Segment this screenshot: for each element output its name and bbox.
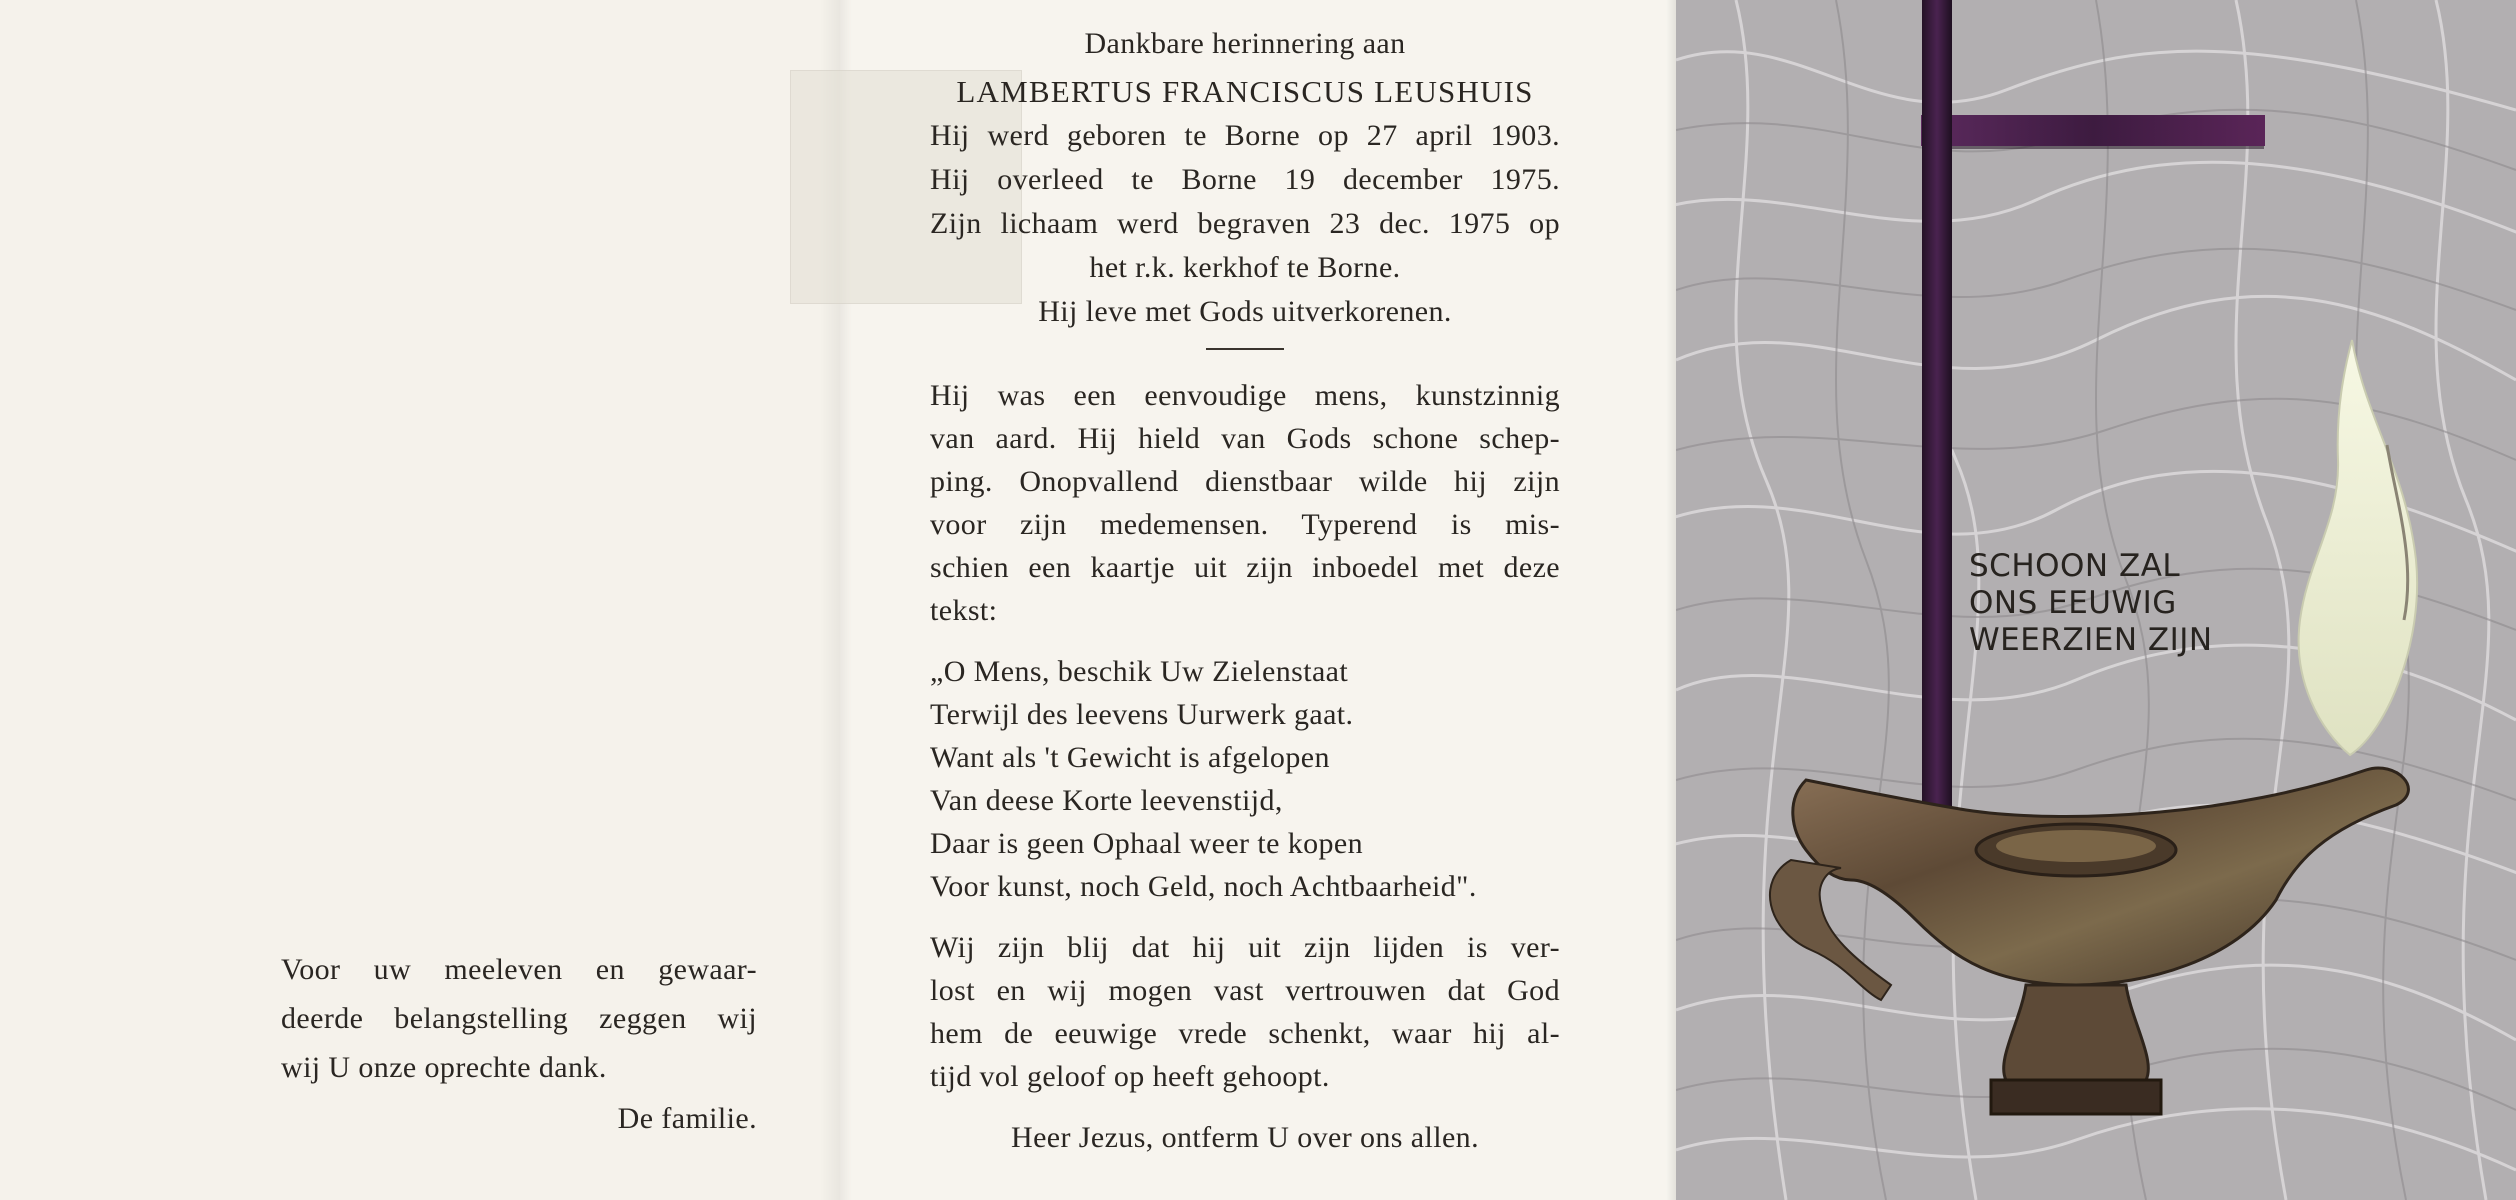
poem: [930, 650, 1560, 908]
biography-line: Hij was een eenvoudige mens, kunstzinnig: [930, 379, 1560, 412]
left-panel: [0, 0, 840, 1200]
fold-shadow: [1666, 0, 1676, 1200]
memorial-text: [930, 22, 1560, 1160]
motto-line: ONS EEUWIG: [1969, 585, 2177, 621]
thanks-line: wij U onze oprechte dank.: [281, 1051, 607, 1084]
poem-line: Daar is geen Ophaal weer te kopen: [930, 827, 1364, 860]
fact-line: Hij leve met Gods uitverkorenen.: [1038, 295, 1452, 328]
thanks-message: [281, 945, 757, 1092]
motto-text: [1969, 548, 2213, 659]
biography-line: voor zijn medemensen. Typerend is mis-: [930, 508, 1560, 541]
closing-line: lost en wij mogen vast vertrouwen dat God: [930, 974, 1560, 1007]
intro-line: Dankbare herinnering aan: [1084, 27, 1406, 60]
biography-line: schien een kaartje uit zijn inboedel met deze: [930, 551, 1560, 584]
thanks-line: deerde belangstelling zeggen wij: [281, 1002, 757, 1035]
poem-line: Want als 't Gewicht is afgelopen: [930, 741, 1330, 774]
fact-line: Hij werd geboren te Borne op 27 april 1903.: [930, 119, 1560, 152]
poem-line: Terwijl des leevens Uurwerk gaat.: [930, 698, 1354, 731]
deceased-name: LAMBERTUS FRANCISCUS LEUSHUIS: [956, 74, 1534, 109]
closing-line: tijd vol geloof op heeft gehoopt.: [930, 1060, 1330, 1093]
thanks-line: Voor uw meeleven en gewaar-: [281, 953, 757, 986]
closing-line: Wij zijn blij dat hij uit zijn lijden is ver-: [930, 931, 1560, 964]
divider: [1206, 348, 1284, 350]
closing-prayer: Heer Jezus, ontferm U over ons allen.: [1011, 1121, 1479, 1154]
motto-line: WEERZIEN ZIJN: [1969, 622, 2213, 658]
fact-line: het r.k. kerkhof te Borne.: [1089, 251, 1401, 284]
biography-line: van aard. Hij hield van Gods schone schep-: [930, 422, 1560, 455]
biography-line: ping. Onopvallend dienstbaar wilde hij zijn: [930, 465, 1560, 498]
motto-line: SCHOON ZAL: [1969, 548, 2181, 584]
cross-beam: [1921, 115, 2265, 146]
poem-line: „O Mens, beschik Uw Zielenstaat: [930, 655, 1349, 688]
biography-line: tekst:: [930, 594, 998, 627]
right-panel-artwork: [1676, 0, 2516, 1200]
closing-paragraph: [930, 926, 1560, 1098]
cross-post: [1922, 0, 1952, 835]
poem-line: Voor kunst, noch Geld, noch Achtbaarheid".: [930, 870, 1477, 903]
fact-line: Zijn lichaam werd begraven 23 dec. 1975 op: [930, 207, 1560, 240]
fact-line: Hij overleed te Borne 19 december 1975.: [930, 163, 1560, 196]
family-signature: De familie.: [617, 1102, 757, 1135]
poem-line: Van deese Korte leevenstijd,: [930, 784, 1283, 817]
biography: [930, 374, 1560, 632]
closing-line: hem de eeuwige vrede schenkt, waar hij al-: [930, 1017, 1560, 1050]
flame-icon: [2299, 340, 2418, 755]
life-facts: [930, 114, 1560, 334]
